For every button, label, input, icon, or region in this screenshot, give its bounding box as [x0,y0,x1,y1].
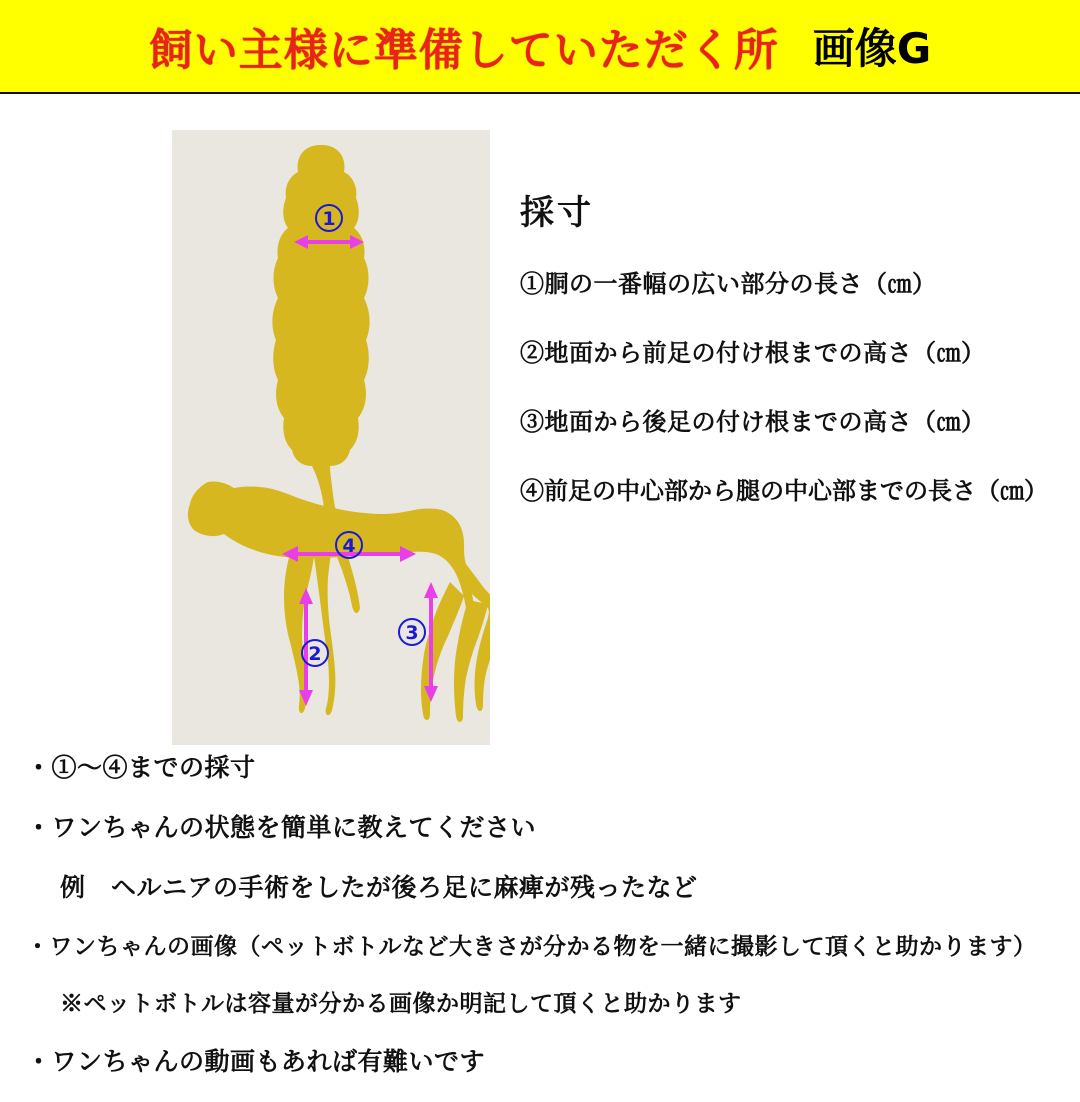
note-item-4: ・ワンちゃんの画像（ペットボトルなど大きさが分かる物を一緒に撮影して頂くと助かります） [26,933,1037,960]
measurement-instructions [520,185,1068,540]
dog-side-view-silhouette [188,481,490,722]
measurement-item-4: ④前足の中心部から腿の中心部までの長さ（㎝） [520,476,1048,505]
note-item-5: ※ペットボトルは容量が分かる画像か明記して頂くと助かります [60,990,742,1017]
label-3-text: 3 [405,622,419,644]
label-1-text: 1 [322,208,336,230]
dog-measurement-diagram [172,130,490,745]
header-banner [0,0,1080,94]
note-item-2: ・ワンちゃんの状態を簡単に教えてください [26,813,537,842]
page-title: 飼い主様に準備していただく所 [148,25,779,76]
note-item-3: 例 ヘルニアの手術をしたが後ろ足に麻痺が残ったなど [60,873,698,902]
measurement-heading: 採寸 [520,193,594,233]
measurement-item-1: ①胴の一番幅の広い部分の長さ（㎝） [520,269,937,298]
label-2-text: 2 [308,643,322,665]
note-item-6: ・ワンちゃんの動画もあれば有難いです [26,1047,486,1076]
note-item-1: ・①〜④までの採寸 [26,753,256,782]
measurement-item-2: ②地面から前足の付け根までの高さ（㎝） [520,338,986,367]
measurement-item-3: ③地面から後足の付け根までの高さ（㎝） [520,407,986,436]
label-4-text: 4 [342,535,356,557]
notes-list [26,748,1056,1102]
image-tag-label: 画像G [812,24,932,73]
